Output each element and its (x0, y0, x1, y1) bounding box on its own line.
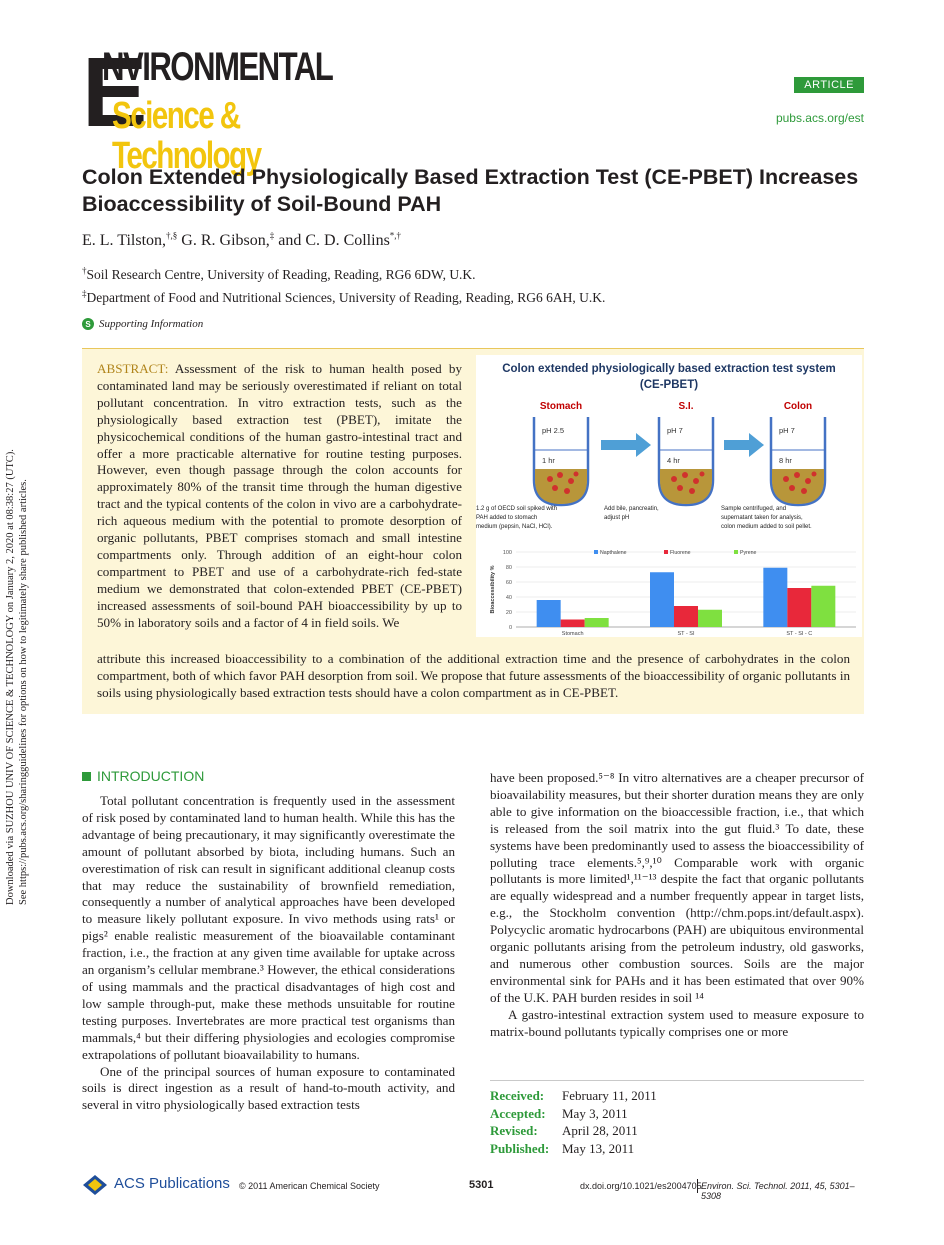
bar (811, 586, 835, 627)
date-row (490, 1087, 864, 1105)
toc-title-1: Colon extended physiologically based extraction test system (502, 363, 836, 375)
bar (698, 610, 722, 627)
abstract-text (97, 361, 462, 632)
compartment-stomach: Stomach (539, 401, 583, 412)
author-mark: *,† (389, 230, 402, 241)
y-tick-label: 0 (508, 625, 512, 631)
supporting-info-icon: S (82, 318, 94, 330)
supporting-info-label: Supporting Information (99, 318, 204, 330)
supporting-info-link[interactable] (82, 318, 203, 330)
date-label: Accepted: (490, 1105, 546, 1121)
bar (585, 618, 609, 627)
author-name[interactable]: E. L. Tilston, (82, 232, 167, 249)
toc-title-2: (CE-PBET) (639, 379, 699, 391)
beaker-si (659, 417, 713, 505)
x-tick-label: ST - SI (677, 631, 695, 637)
stomach-time: 1 hr (542, 456, 555, 465)
affiliation (82, 267, 476, 283)
compartment-colon: Colon (783, 401, 813, 412)
legend-label: Fluorene (670, 550, 691, 556)
download-notice-line1: Downloaded via SUZHOU UNIV OF SCIENCE & TECHNOLOGY on January 2, 2020 at 08:38:27 (UTC). (5, 449, 16, 905)
author-name[interactable]: and C. D. Collins (278, 232, 390, 249)
y-tick-label: 100 (502, 550, 512, 556)
date-label: Received: (490, 1088, 545, 1103)
date-label: Revised: (490, 1123, 538, 1138)
date-value: February 11, 2011 (562, 1088, 657, 1103)
section-badge: ARTICLE (794, 77, 864, 93)
affiliation (82, 290, 605, 306)
legend-swatch (594, 550, 598, 554)
note-stomach: 1.2 g of OECD soil spiked with PAH added to stomach medium (pepsin, NaCl, HCl). (476, 506, 558, 530)
beaker-colon (771, 417, 825, 505)
si-time: 4 hr (667, 456, 680, 465)
intro-left-column (82, 793, 455, 1114)
article-title: Colon Extended Physiologically Based Extraction Test (CE-PBET) Increases Bioaccessibility of Soil-Bound PAH (82, 165, 859, 216)
abstract-continued: attribute this increased bioaccessibility to a combination of the additional extraction time and the presence of carbohydrates in the colon compartment, both of which favor PAH desorption from soil. We propose that future assessments of the bioaccessibility of organic pollutants in soils using physiologically based extraction tests should have a colon compartment as in CE-PBET. (97, 651, 850, 700)
x-tick-label: Stomach (561, 631, 584, 637)
paragraph: Total pollutant concentration is frequently used in the assessment of risk posed by contaminated land to human health. While this has the advantage of being precautionary, it may significantly overestimate the amount of pollutant absorbed by biota, including humans. Such an overestimation of risk can result in significant additional cleanup costs that may reduce the sustainability of brownfield remediation, consequently a number of analytical approaches have been developed to measure likely pollutant exposure. In vivo methods using rats¹ or pigs² enable realistic measurement of the bioavailable contaminant fraction, i.e., the fraction at any given time available for uptake across an organism’s cellular membrane.³ However, the ethical considerations of using mammals and the practical disadvantages of high cost and low sample through-put, make these methods unsuitable for routine testing purposes. Invertebrates are more practical test organisms than mammals,⁴ but their differing physiologies and ecologies compromise extrapolations of pollutant bioavailability to humans. (82, 793, 455, 1062)
doi-link[interactable]: dx.doi.org/10.1021/es2004705 (580, 1181, 702, 1191)
x-tick-label: ST - SI - C (786, 631, 813, 637)
arrow-icon (601, 433, 651, 457)
date-row (490, 1140, 864, 1158)
section-heading (82, 768, 204, 784)
affiliation-text: Soil Research Centre, University of Reading, Reading, RG6 6DW, U.K. (86, 267, 476, 282)
publication-dates (490, 1080, 864, 1157)
y-tick-label: 40 (505, 595, 512, 601)
compartment-si: S.I. (678, 401, 694, 412)
y-tick-label: 20 (505, 610, 512, 616)
page-footer (82, 1172, 864, 1200)
journal-citation: Environ. Sci. Technol. 2011, 45, 5301–5308 (701, 1181, 855, 1201)
download-notice (4, 365, 30, 905)
affiliation-mark: † (82, 265, 87, 276)
bar (561, 620, 585, 628)
affiliation-text: Department of Food and Nutritional Sciences, University of Reading, Reading, RG6 6AH, U.K. (86, 290, 606, 305)
author-name[interactable]: G. R. Gibson, (181, 232, 270, 249)
legend-label: Napthalene (600, 550, 627, 556)
download-notice-line2: See https://pubs.acs.org/sharingguidelines for options on how to legitimately share published articles. (18, 479, 29, 905)
abstract-body: Assessment of the risk to human health posed by contaminated land may be seriously overestimated if reliant on total pollutant concentration. In vitro extraction tests, such as the physiologically based extraction test (PBET), imitate the physicochemical conditions of the human gastro-intestinal tract and offer a more practicable alternative for routine testing purposes. However, even though passage through the colon accounts for approximately 80% of the transit time through the human digestive tract and the typical contents of the colon in vivo are a carbohydrate-rich aqueous medium with the potential to promote desorption of organic pollutants, PBET comprises stomach and small intestine compartments only. Through addition of an eight-hour colon compartment to PBET and use of a carbohydrate-rich fed-state medium we demonstrated that colon-extended PBET (CE-PBET) increased assessments of soil-bound PAH bioaccessibility by up to 50% in laboratory soils and a factor of 4 in field soils. We (97, 361, 462, 630)
bar (537, 600, 561, 627)
abstract-label: ABSTRACT: (97, 361, 169, 376)
bar-chart (490, 550, 856, 637)
author-mark: †,§ (166, 230, 178, 241)
affiliation-mark: ‡ (82, 288, 87, 299)
journal-logo (82, 37, 362, 177)
page-number: 5301 (469, 1179, 494, 1191)
date-value: April 28, 2011 (562, 1123, 638, 1138)
author-mark: ‡ (269, 230, 275, 241)
y-tick-label: 80 (505, 565, 512, 571)
author-list (82, 232, 401, 250)
legend-swatch (664, 550, 668, 554)
logo-line2: Science & Technology (112, 95, 261, 177)
paragraph: A gastro-intestinal extraction system used to measure exposure to matrix-bound pollutants typically comprises one or more (490, 1006, 864, 1039)
date-value: May 3, 2011 (562, 1105, 628, 1121)
si-ph: pH 7 (667, 426, 683, 435)
intro-right-column (490, 770, 864, 1041)
bar (674, 606, 698, 627)
bar (787, 588, 811, 627)
publisher-name[interactable]: ACS Publications (114, 1175, 230, 1192)
acs-logo-icon (82, 1174, 108, 1196)
legend-label: Pyrene (740, 550, 757, 556)
journal-url[interactable]: pubs.acs.org/est (775, 111, 864, 125)
note-colon: Sample centrifuged, and supernatant taken for analysis, colon medium added to soil pellet. (721, 506, 812, 530)
toc-svg (476, 355, 862, 637)
stomach-ph: pH 2.5 (542, 426, 565, 435)
toc-graphic (476, 355, 862, 637)
y-axis-label: Bioaccessibility % (490, 565, 496, 614)
logo-letter: E (82, 37, 148, 147)
footer-divider (697, 1179, 698, 1193)
colon-ph: pH 7 (779, 426, 795, 435)
colon-time: 8 hr (779, 456, 792, 465)
bar (763, 568, 787, 627)
paragraph: One of the principal sources of human exposure to contaminated soils is direct ingestion as a result of hand-to-mouth activity, and several in vitro physiologically based extraction tests (82, 1063, 455, 1113)
paragraph: have been proposed.⁵⁻⁸ In vitro alternatives are a cheaper precursor of bioavailability measures, but their shorter duration means they are only able to give information on the bioaccessible fraction, i.e., that which is released from the soil matrix into the gut fluid.³ To date, these systems have been predominantly used to assess the bioaccessibility of polluting trace elements.⁵,⁹,¹⁰ Comparable work with organic pollutants is more limited¹,¹¹⁻¹³ despite the fact that organic pollutants are equally widespread and a number frequently appear in target lists, e.g., the Stockholm convention (http://chm.pops.int/default.aspx). Polycyclic aromatic hydrocarbons (PAH) are ubiquitous environmental organic pollutants arising from the petroleum industry, old gasworks, and numerous other combustion sources. Soils are the major environmental sink for PAHs and it has been estimated that over 90% of the U.K. PAH burden resides in soil ¹⁴ (490, 770, 864, 1005)
date-label: Published: (490, 1140, 550, 1156)
section-heading-text: INTRODUCTION (97, 768, 205, 784)
arrow-icon (724, 433, 764, 457)
logo-line1: NVIRONMENTAL (102, 45, 333, 89)
legend-swatch (734, 550, 738, 554)
beaker-stomach (534, 417, 588, 505)
heading-square-icon (82, 772, 91, 781)
note-si: Add bile, pancreatin, adjust pH (604, 506, 659, 521)
bar (650, 572, 674, 627)
date-row (490, 1122, 864, 1140)
copyright: © 2011 American Chemical Society (239, 1181, 380, 1191)
y-tick-label: 60 (505, 580, 512, 586)
date-value: May 13, 2011 (562, 1140, 635, 1156)
date-row (490, 1105, 864, 1123)
